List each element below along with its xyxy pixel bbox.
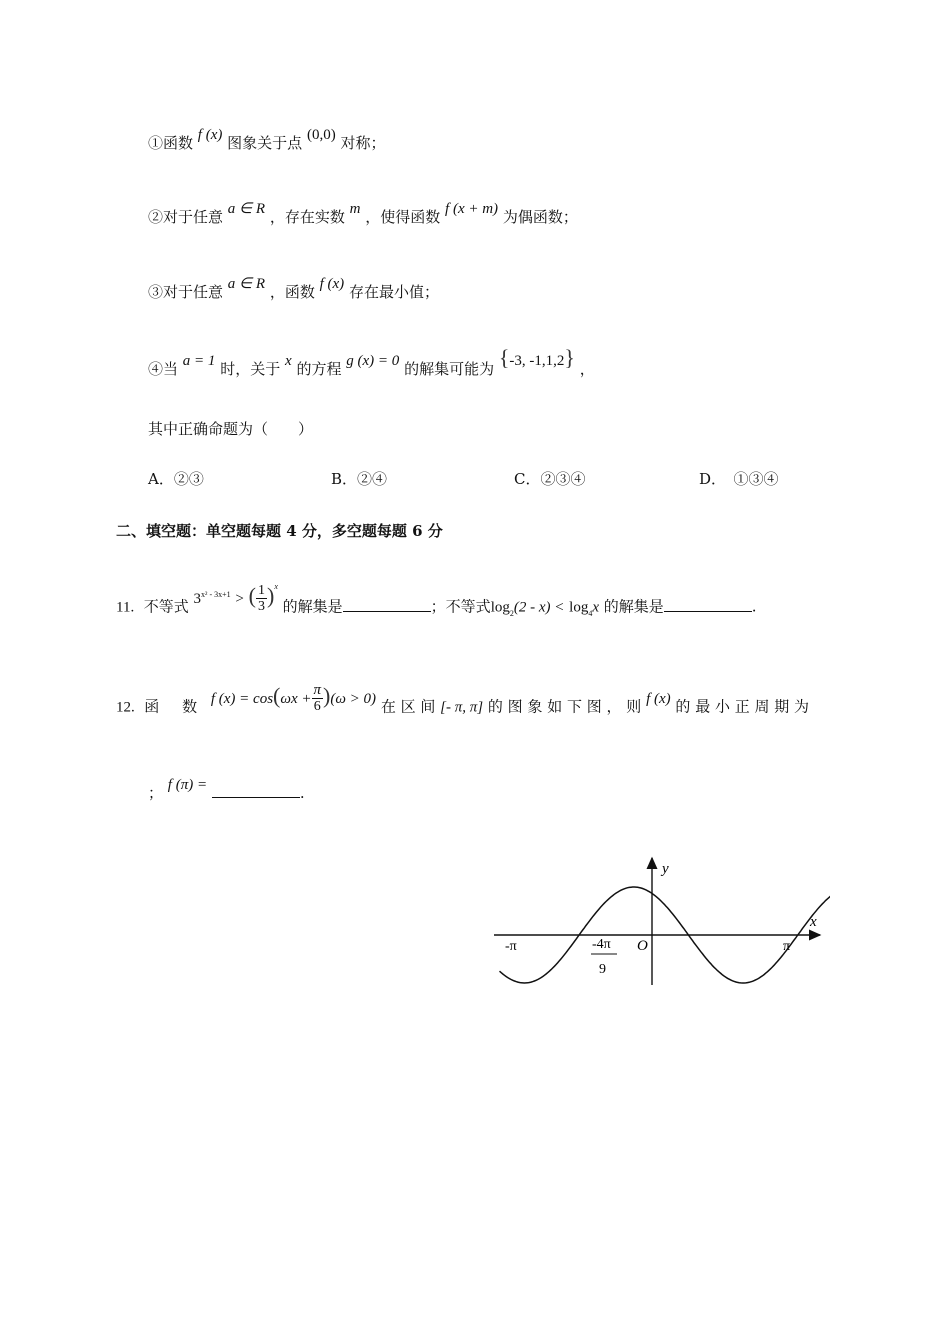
x-expr: x <box>285 353 292 369</box>
power-exponent: x² - 3x+1 <box>201 589 231 599</box>
fraction-denominator: 3 <box>257 599 265 614</box>
statement-1-text-c: 对称； <box>340 134 386 152</box>
solution-set-expr: {-3, -1,1,2} <box>498 345 575 370</box>
solution-set-values: -3, -1,1,2 <box>509 353 565 369</box>
a-in-R-expr: a ∈ R <box>227 201 266 217</box>
a-in-R-expr: a ∈ R <box>227 276 266 292</box>
cos-argument: ωx + <box>280 690 312 707</box>
statement-1 <box>148 127 386 154</box>
x-axis-label: x <box>810 914 817 930</box>
q12-text-b: 在 区 间 <box>380 697 436 716</box>
statement-4-text-b: 时，关于 <box>220 360 281 378</box>
y-axis-label: y <box>662 861 669 877</box>
function-f-shift-expr: f (x + m) <box>445 201 499 217</box>
statement-4-text-d: 的解集可能为 <box>404 360 495 378</box>
log-subscript-2: 2 <box>509 608 514 618</box>
statement-3-text-b: ，函数 <box>269 283 315 301</box>
question-number: 12. <box>116 699 135 716</box>
statement-2-text-d: 为偶函数； <box>502 208 578 226</box>
statement-2-text-b: ，存在实数 <box>269 208 345 226</box>
q11-text-d: 的解集是 <box>603 597 664 616</box>
power-base: 3 <box>193 590 202 607</box>
question-12 <box>116 682 810 723</box>
left-bound-label: -π <box>505 939 517 954</box>
q12-text-d: 的 最 小 正 周 期 为 <box>675 697 810 716</box>
fraction-numerator: 1 <box>257 583 265 598</box>
statement-2-text: ②对于任意 <box>148 208 224 226</box>
question-12-second-line <box>148 777 305 804</box>
statement-4-text-c: 的方程 <box>296 360 342 378</box>
fraction-one-third <box>256 583 267 614</box>
statement-2 <box>148 201 578 228</box>
a-equals-1-expr: a = 1 <box>182 353 216 369</box>
interval-expr: [- π, π] <box>440 699 484 716</box>
q12-text-a: 函 数 <box>144 697 207 716</box>
fraction-numerator: π <box>313 682 322 698</box>
function-def-expr: f (x) = cos(ωx + $\frac{\pi}{6}$ )(ω > 0) <box>210 682 377 714</box>
power-expr <box>194 591 231 607</box>
question-number: 11. <box>116 599 135 616</box>
zero-frac-numerator: -4π <box>592 937 611 952</box>
origin-label: O <box>637 938 648 954</box>
option-b[interactable]: B．②④ <box>331 470 388 488</box>
question-prompt: 其中正确命题为（ ） <box>148 420 314 438</box>
function-f-expr: f (x) <box>197 127 223 143</box>
q12-period: . <box>299 784 305 802</box>
zero-frac-denominator: 9 <box>599 962 606 977</box>
section-title: 二、填空题：单空题每题 4 分，多空题每题 6 分 <box>116 522 443 540</box>
option-c[interactable]: C．②③④ <box>514 470 586 488</box>
greater-than-sign: > <box>235 590 244 607</box>
q12-semicolon: ； <box>148 784 164 802</box>
point-origin-expr: (0,0) <box>306 127 336 143</box>
log-base-2: log <box>490 599 510 616</box>
cosine-graph <box>480 850 830 995</box>
answer-blank-11b[interactable] <box>664 597 752 612</box>
function-cos-expr: f (x) = cos <box>210 690 274 707</box>
fraction-denominator: 6 <box>313 699 321 714</box>
statement-2-text-c: ，使得函数 <box>365 208 441 226</box>
q11-text-b: 的解集是 <box>282 597 343 616</box>
right-bound-label: π <box>783 939 791 954</box>
statement-3-text-c: 存在最小值； <box>348 283 439 301</box>
statement-4 <box>148 345 595 380</box>
statement-4-text-e: ， <box>579 360 595 378</box>
option-d[interactable]: D． ①③④ <box>699 470 779 488</box>
fraction-power-expr: ( $\frac{1}{3}$ )$^x$ <box>248 581 278 614</box>
function-f-expr: f (x) <box>319 276 345 292</box>
option-a[interactable]: A．②③ <box>148 470 204 488</box>
statement-1-text: ①函数 <box>148 134 194 152</box>
log-arg-1: (2 - x) < <box>513 599 565 616</box>
equation-g-expr: g (x) = 0 <box>346 353 400 369</box>
log-subscript-4: 4 <box>588 608 593 618</box>
log-arg-2: x <box>592 599 599 616</box>
q11-text-c: ；不等式 <box>430 597 491 616</box>
function-f-expr: f (x) <box>646 690 671 707</box>
statement-3-text: ③对于任意 <box>148 283 224 301</box>
m-expr: m <box>349 201 361 217</box>
f-pi-expr: f (π) = <box>167 777 208 793</box>
statement-1-text-b: 图象关于点 <box>227 134 303 152</box>
statement-4-text: ④当 <box>148 360 179 378</box>
log-base-4: log <box>569 599 589 616</box>
q11-period: . <box>751 597 757 616</box>
statement-3 <box>148 276 439 303</box>
answer-blank-11a[interactable] <box>343 597 431 612</box>
omega-condition: (ω > 0) <box>330 690 377 707</box>
q12-text-c: 的 图 象 如 下 图 ， 则 <box>487 697 642 716</box>
fraction-exponent: x <box>274 581 278 591</box>
answer-blank-12[interactable] <box>212 783 300 798</box>
q11-text-a: 不等式 <box>143 597 189 616</box>
fraction-pi-6 <box>312 683 324 714</box>
question-11 <box>116 581 757 623</box>
